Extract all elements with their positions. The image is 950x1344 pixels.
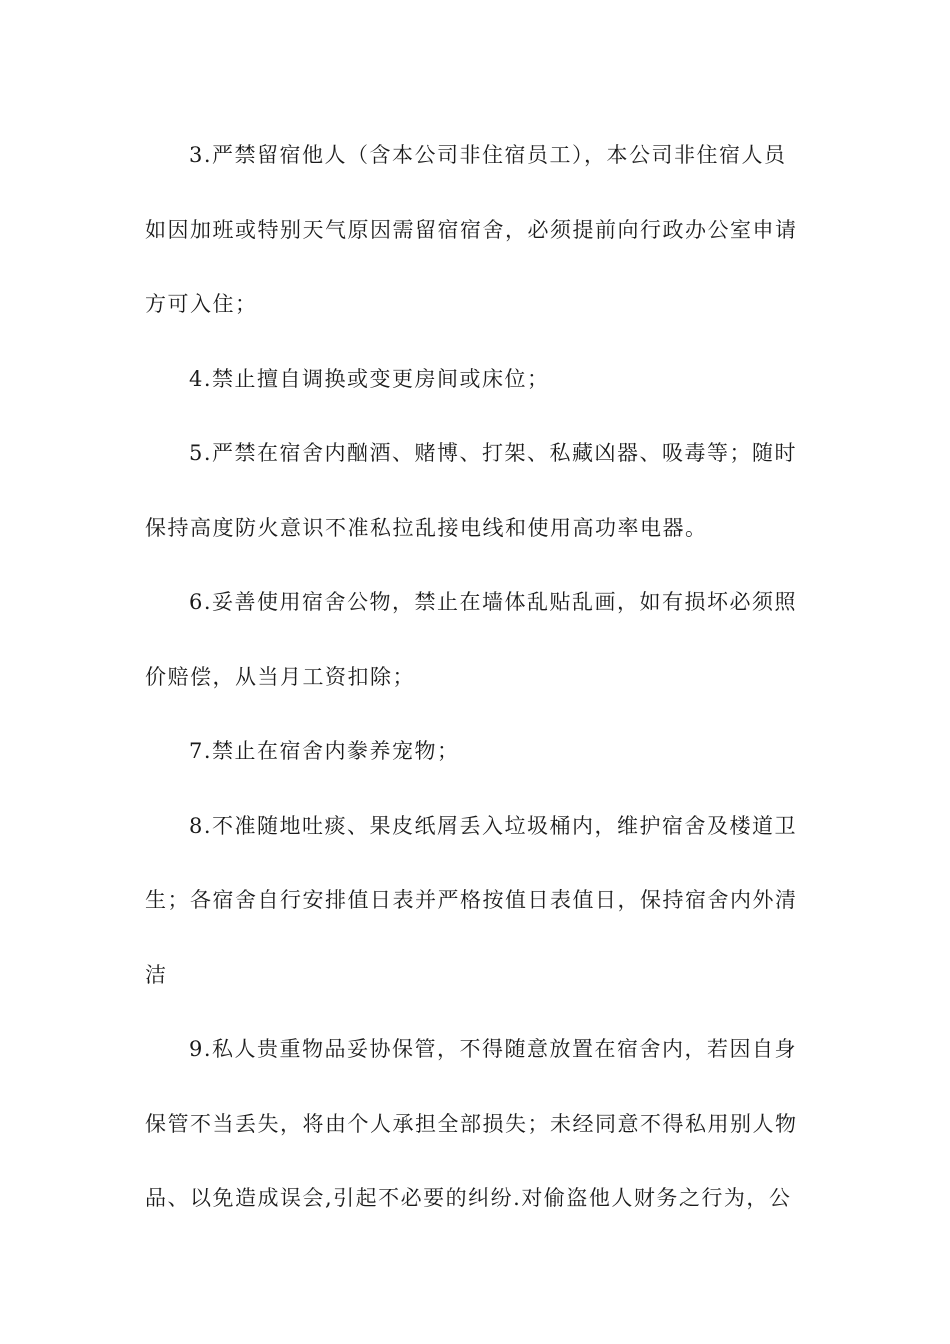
rule-3-line-3: 方可入住； (145, 292, 258, 316)
rule-9-line-3: 品、以免造成误会,引起不必要的纠纷.对偷盗他人财务之行为，公 (145, 1186, 792, 1210)
rule-9-line-1: 9.私人贵重物品妥协保管，不得随意放置在宿舍内，若因自身 (189, 1037, 798, 1061)
rule-8-line-3: 洁 (145, 962, 168, 987)
rule-6-line-1: 6.妥善使用宿舍公物，禁止在墙体乱贴乱画，如有损坏必须照 (189, 590, 798, 614)
rule-3-line-1: 3.严禁留宿他人（含本公司非住宿员工），本公司非住宿人员 (189, 143, 787, 167)
rule-9-line-2: 保管不当丢失，将由个人承担全部损失；未经同意不得私用别人物 (145, 1111, 798, 1136)
rule-8-line-2: 生；各宿舍自行安排值日表并严格按值日表值日，保持宿舍内外清 (145, 888, 798, 912)
rule-4-line-1: 4.禁止擅自调换或变更房间或床位； (189, 366, 550, 391)
rule-5-line-2: 保持高度防火意识不准私拉乱接电线和使用高功率电器。 (145, 515, 708, 540)
rule-8-line-1: 8.不准随地吐痰、果皮纸屑丢入垃圾桶内，维护宿舍及楼道卫 (189, 813, 798, 838)
rule-6-line-2: 价赔偿，从当月工资扣除； (145, 664, 415, 689)
rule-3-line-2: 如因加班或特别天气原因需留宿宿舍，必须提前向行政办公室申请 (145, 217, 798, 242)
rule-5-line-1: 5.严禁在宿舍内酗酒、赌博、打架、私藏凶器、吸毒等；随时 (189, 441, 798, 465)
rule-7-line-1: 7.禁止在宿舍内豢养宠物； (189, 739, 460, 763)
document-body (145, 118, 810, 1236)
